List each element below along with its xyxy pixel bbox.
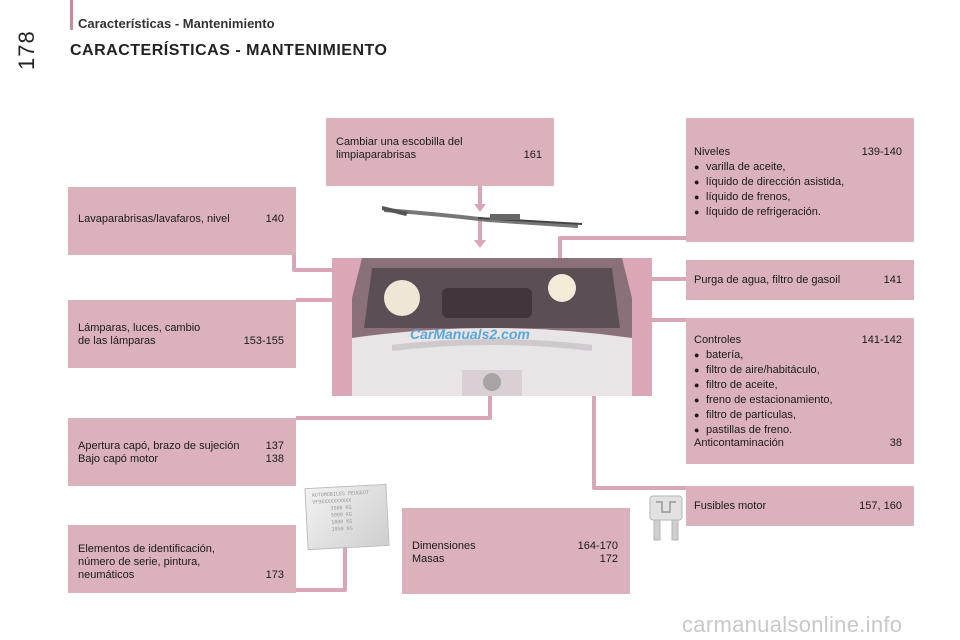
box-page: 141-142 — [861, 334, 902, 346]
plate-line: 3500 KG — [330, 504, 352, 512]
box-controls — [686, 318, 914, 464]
box-page: 139-140 — [861, 146, 902, 158]
list-item: ● filtro de aire/habitáculo, — [694, 364, 902, 377]
box-label: Dimensiones — [412, 540, 476, 552]
box-page: 38 — [889, 437, 902, 449]
plate-line: 5000 KG — [330, 511, 353, 519]
box-page: 141 — [883, 274, 902, 286]
list-item: ● varilla de aceite, — [694, 161, 902, 174]
site-watermark: carmanualsonline.info — [682, 612, 903, 637]
box-page: 140 — [265, 213, 284, 225]
box-wiper — [326, 118, 554, 186]
box-bonnet — [68, 418, 296, 486]
box-label: Apertura capó, brazo de sujeción — [78, 440, 240, 452]
box-label: Bajo capó motor — [78, 453, 159, 465]
wiper-blade-illustration — [378, 196, 588, 236]
list-item: ● pastillas de freno. — [694, 424, 902, 437]
list-item: ● líquido de refrigeración. — [694, 206, 902, 219]
list-item: ● filtro de aceite, — [694, 379, 902, 392]
box-page: 172 — [599, 553, 618, 565]
plate-line: 1800 KG — [331, 518, 353, 526]
box-label: Lavaparabrisas/lavafaros, nivel — [78, 213, 230, 225]
overlay-watermark: CarManuals2.com — [410, 326, 530, 342]
box-label: Elementos de identificación, número de serie, pintura, neumáticos — [78, 543, 215, 581]
box-label: Masas — [412, 553, 445, 565]
box-washer — [68, 187, 296, 255]
fuse-icon — [646, 494, 686, 546]
page-number: 178 — [14, 30, 39, 70]
box-lamps — [68, 300, 296, 368]
plate-line: 1950 KG — [331, 525, 353, 533]
box-page: 164-170 — [577, 540, 618, 552]
box-page: 157, 160 — [859, 500, 902, 512]
box-identification — [68, 525, 296, 593]
box-fuses — [686, 486, 914, 526]
levels-list — [694, 161, 902, 219]
box-page: 153-155 — [243, 335, 284, 347]
box-levels — [686, 118, 914, 242]
box-page: 173 — [265, 569, 284, 581]
running-header: Características - Mantenimiento — [78, 16, 275, 31]
box-dimensions — [402, 508, 630, 594]
box-label: Anticontaminación — [694, 437, 784, 449]
list-item: ● filtro de partículas, — [694, 409, 902, 422]
identification-plate — [304, 484, 389, 550]
box-label: Fusibles motor — [694, 500, 767, 512]
plate-line: VF9XXXXXXXXXX — [312, 497, 352, 506]
box-page: 137 — [265, 440, 284, 452]
page-title: CARACTERÍSTICAS - MANTENIMIENTO — [70, 42, 388, 59]
box-label: Cambiar una escobilla del limpiaparabrisas — [336, 136, 463, 161]
box-label: Lámparas, luces, cambio de las lámparas — [78, 322, 201, 347]
arrow-wiper-bottom — [474, 240, 486, 248]
box-page: 161 — [523, 149, 542, 161]
box-label: Purga de agua, filtro de gasoil — [694, 274, 841, 286]
plate-line: AUTOMOBILES PEUGEOT — [311, 489, 370, 499]
list-item: ● líquido de dirección asistida, — [694, 176, 902, 189]
list-item: ● batería, — [694, 349, 902, 362]
list-item: ● freno de estacionamiento, — [694, 394, 902, 407]
controls-list — [694, 349, 902, 437]
box-purge — [686, 260, 914, 300]
box-page: 138 — [265, 453, 284, 465]
box-label: Niveles — [694, 146, 731, 158]
box-label: Controles — [694, 334, 742, 346]
list-item: ● líquido de frenos, — [694, 191, 902, 204]
